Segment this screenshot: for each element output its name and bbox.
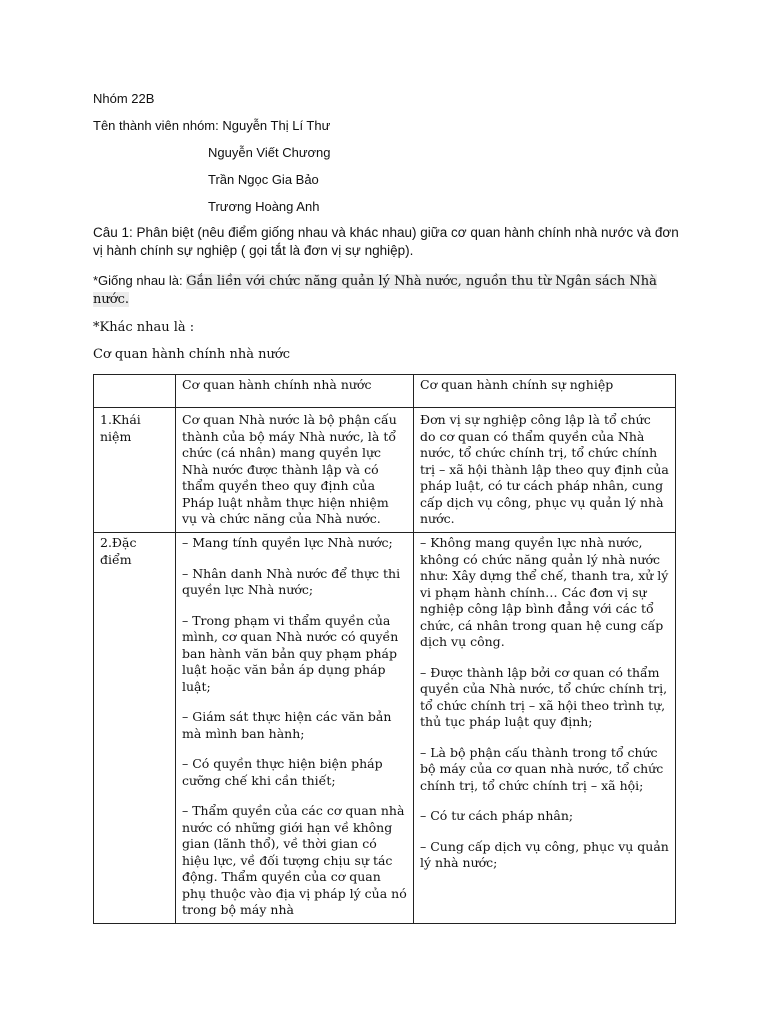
members-label: Tên thành viên nhóm: Nguyễn Thị Lí Thư	[93, 118, 331, 133]
cell-paragraph: – Được thành lập bởi cơ quan có thẩm quyền của Nhà nước, tổ chức chính trị, tổ chức chính trị – xã hội theo trình tự, thủ tục pháp luật quy định;	[420, 664, 668, 729]
comparison-table	[93, 374, 676, 924]
group-name: Nhóm 22B	[93, 91, 155, 106]
table-cell	[176, 408, 414, 533]
cell-paragraph: – Cung cấp dịch vụ công, phục vụ quản lý nhà nước;	[420, 838, 669, 870]
question-1: Câu 1: Phân biệt (nêu điểm giống nhau và khác nhau) giữa cơ quan hành chính nhà nước và đơn vị hành chính sự nghiệp ( gọi tắt là đơn vị sự nghiệp).	[93, 225, 679, 258]
cell-paragraph: Cơ quan Nhà nước là bộ phận cấu thành của bộ máy Nhà nước, là tổ chức (cá nhân) mang quyền lực Nhà nước được thành lập và có thẩm quyền theo quy định của Pháp luật nhằm thực hiện nhiệm vụ và chức năng của Nhà nước.	[182, 412, 397, 526]
table-row	[94, 408, 676, 533]
cell-paragraph: – Có tư cách pháp nhân;	[420, 808, 574, 823]
table-row	[94, 533, 676, 924]
differences-label: *Khác nhau là :	[93, 320, 195, 335]
cell-paragraph: – Nhân danh Nhà nước để thực thi quyền lực Nhà nước;	[182, 565, 401, 597]
row-label: 2.Đặc điểm	[94, 533, 176, 924]
table-header-cell	[94, 375, 176, 408]
member-name: Trần Ngọc Gia Bảo	[208, 172, 319, 187]
cell-paragraph: Đơn vị sự nghiệp công lập là tổ chức do cơ quan có thẩm quyền của Nhà nước, tổ chức chính trị, tổ chức chính trị – xã hội thành lập theo quy định của pháp luật, có tư cách pháp nhân, cung cấp dịch vụ công, phục vụ quản lý nhà nước.	[420, 412, 669, 526]
similarities-label: *Giống nhau là:	[93, 273, 187, 288]
table-cell	[414, 533, 676, 924]
similarities-text: Gắn liền với chức năng quản lý Nhà nước, nguồn thu từ Ngân sách Nhà nước.	[93, 274, 657, 307]
row-label: 1.Khái niệm	[94, 408, 176, 533]
table-cell	[176, 533, 414, 924]
member-name: Nguyễn Viết Chương	[208, 145, 331, 160]
cell-paragraph: – Trong phạm vi thẩm quyền của mình, cơ quan Nhà nước có quyền ban hành văn bản quy phạm pháp luật hoặc văn bản áp dụng pháp luật;	[182, 612, 399, 694]
similarities-paragraph	[93, 272, 683, 308]
cell-paragraph: – Có quyền thực hiện biện pháp cưỡng chế khi cần thiết;	[182, 756, 383, 788]
cell-paragraph: – Mang tính quyền lực Nhà nước;	[182, 535, 393, 550]
table-header-row	[94, 375, 676, 408]
table-header-cell: Cơ quan hành chính sự nghiệp	[414, 375, 676, 408]
table-header-cell: Cơ quan hành chính nhà nước	[176, 375, 414, 408]
member-name: Trương Hoàng Anh	[208, 199, 320, 214]
cell-paragraph: – Giám sát thực hiện các văn bản mà mình ban hành;	[182, 709, 392, 741]
cell-paragraph: – Thẩm quyền của các cơ quan nhà nước có những giới hạn về không gian (lãnh thổ), về thời gian có hiệu lực, về đối tượng chịu sự tác động. Thẩm quyền của cơ quan phụ thuộc vào địa vị pháp lý của nó trong bộ máy nhà	[182, 803, 407, 917]
cell-paragraph: – Là bộ phận cấu thành trong tổ chức bộ máy của cơ quan nhà nước, tổ chức chính trị, tổ chức chính trị – xã hội;	[420, 744, 664, 793]
table-cell	[414, 408, 676, 533]
section-title: Cơ quan hành chính nhà nước	[93, 347, 291, 362]
cell-paragraph: – Không mang quyền lực nhà nước, không có chức năng quản lý nhà nước như: Xây dựng thể chế, thanh tra, xử lý vi phạm hành chính… Các đơn vị sự nghiệp công lập bình đẳng với các tổ chức, cá nhân trong quan hệ cung cấp dịch vụ công.	[420, 535, 669, 649]
